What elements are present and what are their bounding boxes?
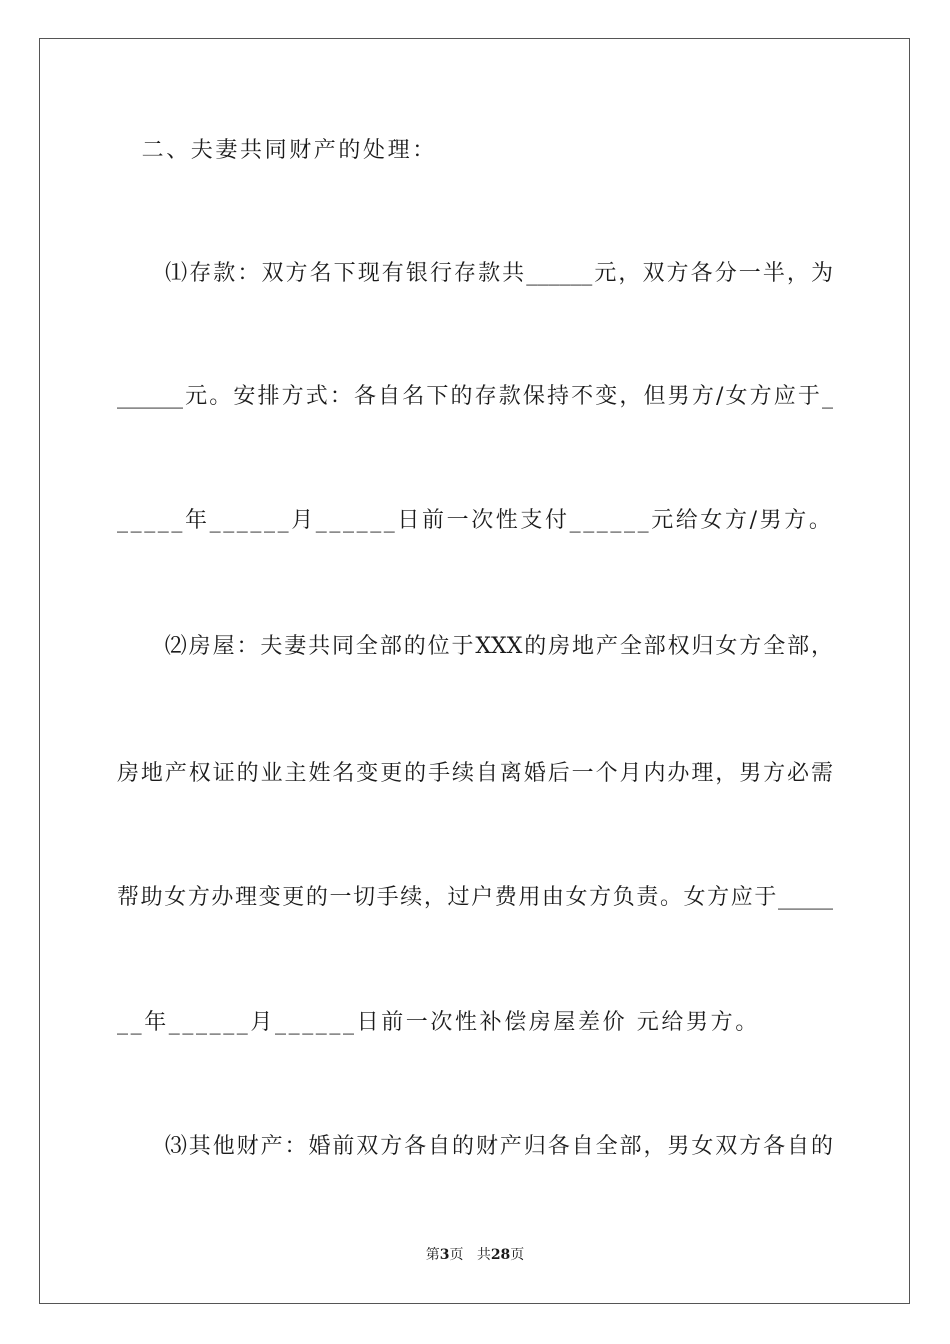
- section-heading: 二、夫妻共同财产的处理：: [117, 138, 437, 163]
- paragraph-line: ⑶其他财产：婚前双方各自的财产归各自全部，男女双方各自的: [117, 1134, 833, 1159]
- page-suffix: 页: [449, 1247, 464, 1263]
- paragraph-line: ⑵房屋：夫妻共同全部的位于XXX的房地产全部权归女方全部，: [117, 634, 833, 659]
- paragraph-line: ⑴存款：双方名下现有银行存款共______元，双方各分一半，为: [117, 261, 833, 286]
- total-suffix: 页: [510, 1247, 525, 1263]
- page-footer: [0, 1246, 950, 1264]
- paragraph-line: _____年______月______日前一次性支付______元给女方/男方。: [117, 508, 834, 533]
- total-prefix: 共: [476, 1247, 491, 1263]
- total-pages: 28: [490, 1247, 511, 1263]
- page-border: [39, 38, 910, 1304]
- paragraph-line: 房地产权证的业主姓名变更的手续自离婚后一个月内办理，男方必需: [117, 761, 833, 786]
- paragraph-line: 帮助女方办理变更的一切手续，过户费用由女方负责。女方应于_____: [117, 885, 833, 910]
- page-prefix: 第: [425, 1247, 440, 1263]
- paragraph-line: ______元。安排方式：各自名下的存款保持不变，但男方/女方应于_: [117, 384, 833, 409]
- paragraph-line: __年______月______日前一次性补偿房屋差价 元给男方。: [117, 1010, 760, 1035]
- page-number: 3: [439, 1247, 450, 1263]
